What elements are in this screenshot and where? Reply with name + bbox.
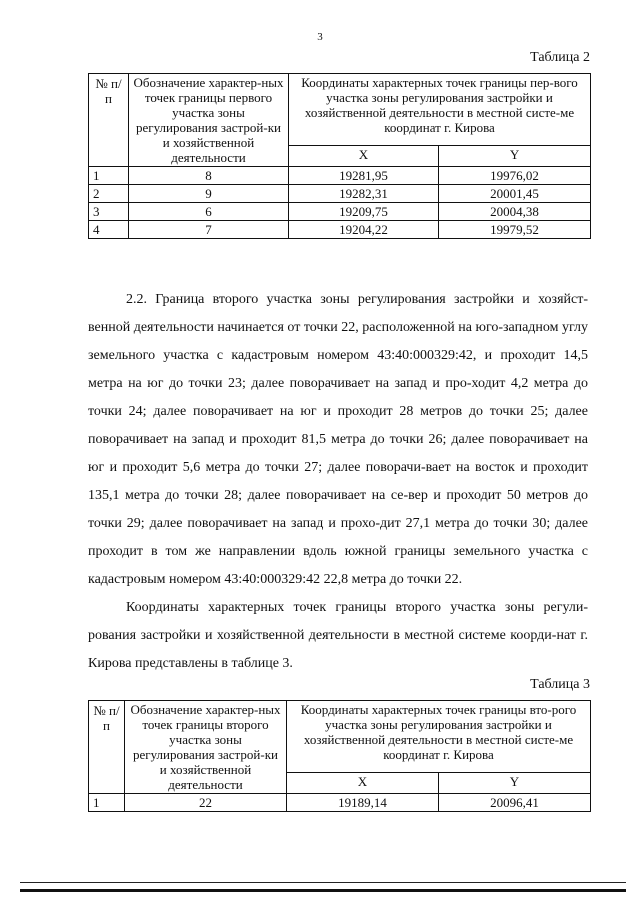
page-number: 3	[317, 31, 323, 43]
coord-x: 19189,14	[287, 794, 439, 812]
header-number: № п/п	[89, 74, 129, 167]
coord-y: 19979,52	[439, 221, 591, 239]
point-id: 22	[125, 794, 287, 812]
header-y: Y	[439, 773, 591, 794]
coord-y: 20001,45	[439, 185, 591, 203]
coord-x: 19281,95	[289, 167, 439, 185]
header-coordinates: Координаты характерных точек границы пер-вого участка зоны регулирования застройки и хозяйственной деятельности в местной систе-ме координат г. Кирова	[289, 74, 591, 146]
table-row	[89, 203, 591, 221]
header-designation: Обозначение характер-ных точек границы второго участка зоны регулирования застрой-ки и хозяйственной деятельности	[125, 701, 287, 794]
footer-divider-thick	[20, 889, 626, 892]
header-x: X	[287, 773, 439, 794]
row-number: 3	[89, 203, 129, 221]
row-number: 4	[89, 221, 129, 239]
table-3-caption: Таблица 3	[530, 677, 590, 692]
row-number: 1	[89, 167, 129, 185]
coordinates-table-2	[88, 73, 591, 239]
table-2-caption: Таблица 2	[530, 50, 590, 65]
paragraph-1-text: 2.2. Граница второго участка зоны регулирования застройки и хозяйст-венной деятельности начинается от точки 22, расположенной на юго-западном углу земельного участка с кадастровым номером 43:40:000329:42, и проходит 14,5 метра на юг до точки 23; далее поворачивает на запад и про-ходит 4,2 метра до точки 24; далее поворачивает на юг и проходит 28 метров до точки 25; далее поворачивает на запад и проходит 81,5 метра до точки 26; далее поворачивает на юг и проходит 5,6 метра до точки 27; далее поворачи-вает на восток и проходит 135,1 метра до точки 28; далее поворачивает на се-вер и проходит 50 метров до точки 29; далее поворачивает на запад и прохо-дит 27,1 метра до точки 30; далее проходит в том же направлении вдоль южной границы земельного участка с кадастровым номером 43:40:000329:42 22,8 метра до точки 22.	[88, 292, 589, 587]
header-coordinates: Координаты характерных точек границы вто-рого участка зоны регулирования застройки и хозяйственной деятельности в местной систе-ме координат г. Кирова	[287, 701, 591, 773]
coord-y: 20096,41	[439, 794, 591, 812]
coordinates-table-3	[88, 700, 591, 812]
header-x: X	[289, 146, 439, 167]
coord-x: 19209,75	[289, 203, 439, 221]
paragraph-2-text: Координаты характерных точек границы второго участка зоны регули-рования застройки и хозяйственной деятельности в местной системе коорди-нат г. Кирова представлены в таблице 3.	[88, 600, 588, 671]
header-designation: Обозначение характер-ных точек границы первого участка зоны регулирования застрой-ки и хозяйственной деятельности	[129, 74, 289, 167]
point-id: 9	[129, 185, 289, 203]
row-number: 2	[89, 185, 129, 203]
header-number: № п/п	[89, 701, 125, 794]
table-row	[89, 185, 591, 203]
paragraph-boundary-description	[88, 286, 588, 594]
coord-y: 20004,38	[439, 203, 591, 221]
point-id: 7	[129, 221, 289, 239]
coord-x: 19204,22	[289, 221, 439, 239]
header-y: Y	[439, 146, 591, 167]
table-row	[89, 221, 591, 239]
row-number: 1	[89, 794, 125, 812]
footer-divider-thin	[20, 882, 626, 883]
point-id: 6	[129, 203, 289, 221]
table-row	[89, 794, 591, 812]
point-id: 8	[129, 167, 289, 185]
table-row	[89, 167, 591, 185]
coord-x: 19282,31	[289, 185, 439, 203]
coord-y: 19976,02	[439, 167, 591, 185]
paragraph-table-reference	[88, 594, 588, 678]
